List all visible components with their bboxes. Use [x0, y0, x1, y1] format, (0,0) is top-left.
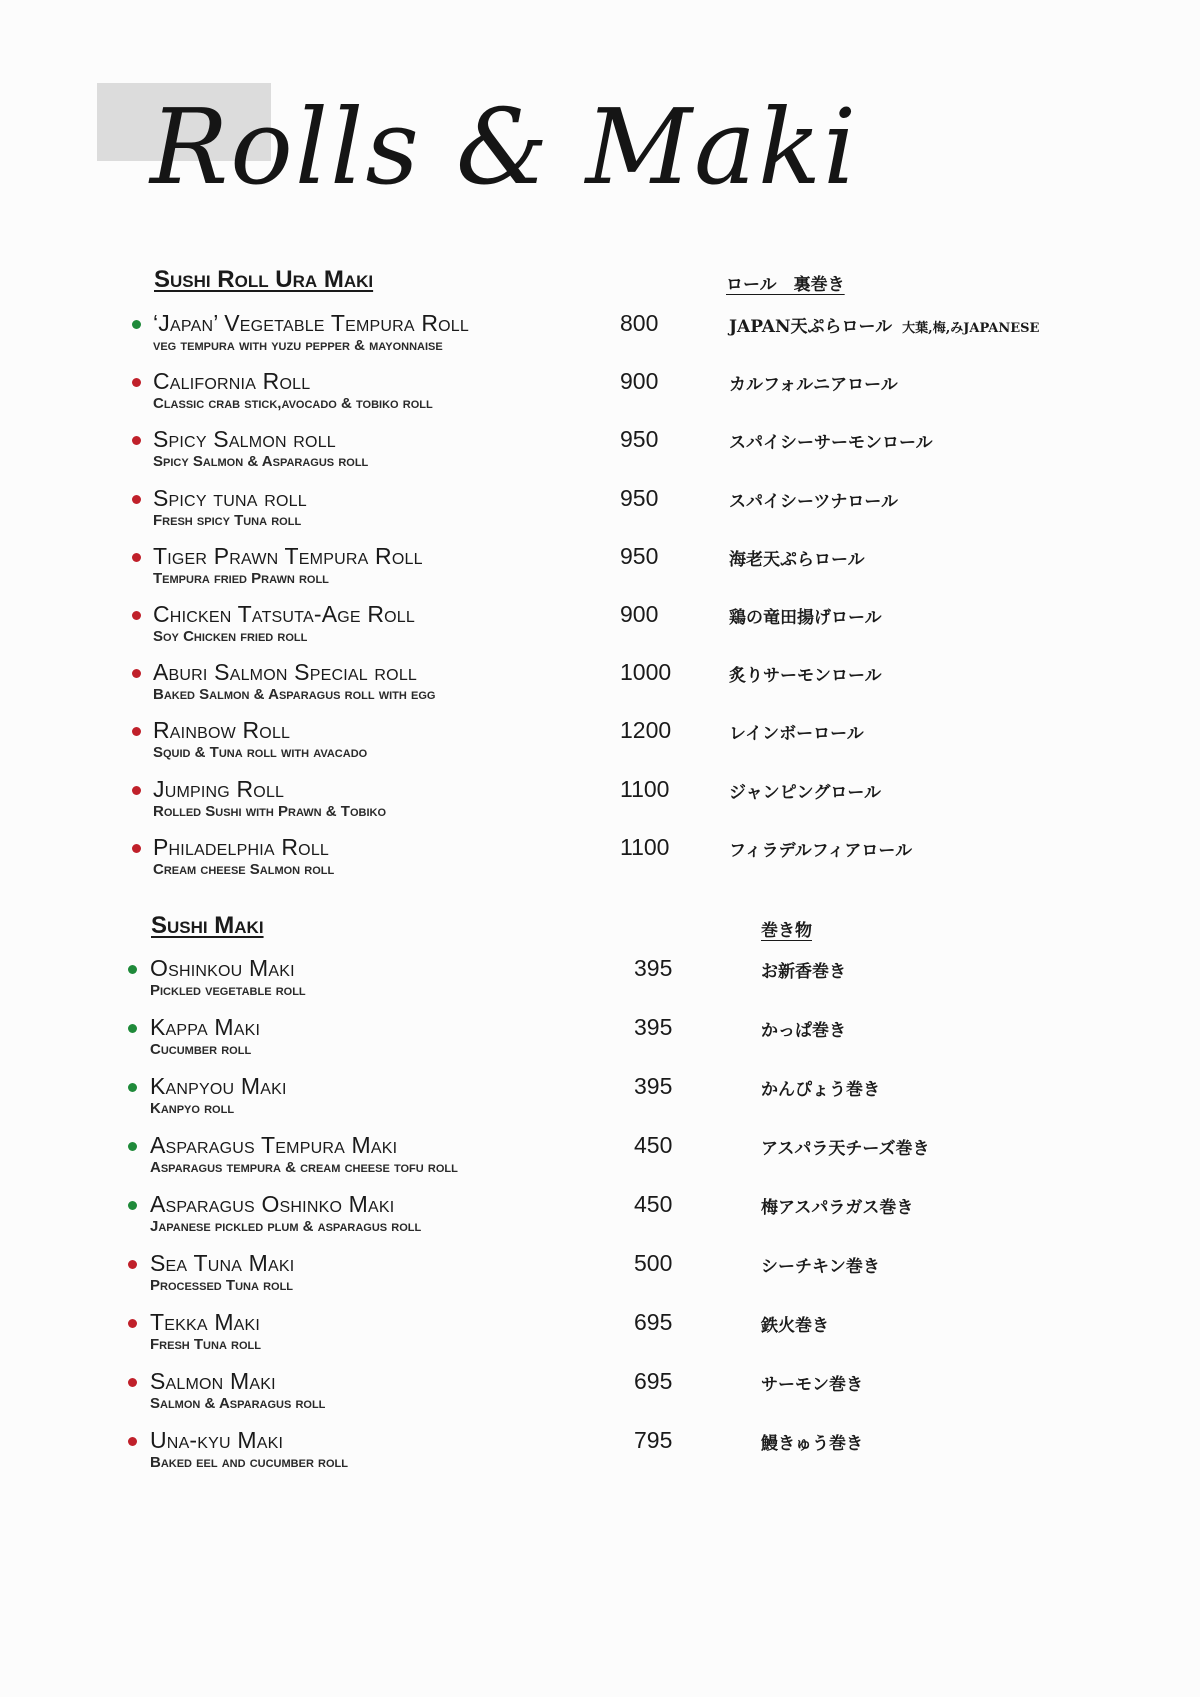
item-price: 1100 [620, 776, 670, 802]
item-description: Tempura fried Prawn roll [153, 570, 329, 587]
item-name-japanese [729, 545, 865, 570]
item-name-japanese [729, 603, 882, 628]
item-name: Oshinkou Maki [150, 955, 295, 981]
item-name: Una-kyu Maki [150, 1427, 284, 1453]
item-description: Kanpyo roll [150, 1100, 235, 1117]
item-price: 395 [634, 1014, 673, 1040]
item-price: 795 [634, 1427, 673, 1453]
item-price: 500 [634, 1250, 673, 1276]
nonveg-indicator-icon [132, 495, 141, 504]
item-name-japanese-main: かっぱ巻き [761, 1021, 846, 1041]
item-name: Spicy tuna roll [153, 485, 307, 511]
item-description: Rolled Sushi with Prawn & Tobiko [153, 803, 386, 820]
item-name: Spicy Salmon roll [153, 426, 336, 452]
item-price: 395 [634, 955, 673, 981]
item-name-japanese [761, 1370, 863, 1395]
item-name: Kappa Maki [150, 1014, 261, 1040]
item-name-japanese-main: 鶏の竜田揚げロール [729, 608, 882, 628]
menu-item [0, 601, 1200, 653]
menu-item [0, 310, 1200, 362]
nonveg-indicator-icon [132, 378, 141, 387]
item-name-japanese-main: 海老天ぷらロール [729, 550, 865, 570]
item-name: Tiger Prawn Tempura Roll [153, 543, 423, 569]
item-description: Japanese pickled plum & asparagus roll [150, 1218, 422, 1235]
item-price: 900 [620, 601, 659, 627]
menu-item [0, 1427, 1200, 1479]
section-header-sushi-maki-jp: 巻き物 [761, 921, 812, 941]
veg-indicator-icon [132, 320, 141, 329]
menu-item [0, 717, 1200, 769]
item-name-japanese [761, 1193, 913, 1218]
item-description: Cream cheese Salmon roll [153, 861, 335, 878]
item-name: Rainbow Roll [153, 717, 291, 743]
item-name: Philadelphia Roll [153, 834, 330, 860]
item-name-japanese-main: 梅アスパラガス巻き [761, 1198, 914, 1218]
veg-indicator-icon [128, 1083, 137, 1092]
menu-item [0, 368, 1200, 420]
item-name: Kanpyou Maki [150, 1073, 287, 1099]
menu-item [0, 1309, 1200, 1361]
item-name-japanese-main: お新香巻き [761, 962, 846, 982]
item-name: Sea Tuna Maki [150, 1250, 295, 1276]
item-name: Aburi Salmon Special roll [153, 659, 418, 685]
nonveg-indicator-icon [128, 1319, 137, 1328]
menu-item [0, 1073, 1200, 1125]
item-price: 395 [634, 1073, 673, 1099]
item-name: Asparagus Tempura Maki [150, 1132, 398, 1158]
item-name-japanese-main: 鉄火巻き [761, 1316, 829, 1336]
item-description: Processed Tuna roll [150, 1277, 294, 1294]
item-price: 450 [634, 1191, 673, 1217]
item-name-japanese-main: レインボーロール [729, 724, 864, 744]
page-title: Rolls & Maki [150, 86, 859, 208]
item-name: Salmon Maki [150, 1368, 276, 1394]
menu-item [0, 1014, 1200, 1066]
item-name-japanese [761, 1311, 829, 1336]
menu-item [0, 834, 1200, 886]
item-name-japanese-main: サーモン巻き [761, 1375, 863, 1395]
item-description: Classic crab stick,avocado & tobiko roll [153, 395, 433, 412]
item-name-japanese-main: フィラデルフィアロール [729, 841, 913, 861]
item-price: 1100 [620, 834, 670, 860]
item-description: Squid & Tuna roll with avacado [153, 744, 368, 761]
item-description: Asparagus tempura & cream cheese tofu roll [150, 1159, 458, 1176]
item-name-japanese [729, 661, 882, 686]
nonveg-indicator-icon [132, 553, 141, 562]
nonveg-indicator-icon [132, 844, 141, 853]
item-name-japanese-main: 鰻きゅう巻き [761, 1434, 863, 1454]
item-name-japanese [761, 1016, 846, 1041]
item-name-japanese-main: ジャンピングロール [729, 783, 881, 803]
nonveg-indicator-icon [128, 1378, 137, 1387]
item-name: ‘Japan’ Vegetable Tempura Roll [153, 310, 469, 336]
item-name-japanese-main: シーチキン巻き [761, 1257, 880, 1277]
veg-indicator-icon [128, 1201, 137, 1210]
item-name-japanese [729, 312, 1039, 337]
item-name-japanese-main: スパイシーサーモンロール [729, 433, 933, 453]
item-price: 450 [634, 1132, 673, 1158]
menu-item [0, 1250, 1200, 1302]
item-name-japanese [761, 1252, 880, 1277]
item-name-japanese-main: カルフォルニアロール [729, 375, 898, 395]
item-price: 950 [620, 485, 659, 511]
veg-indicator-icon [128, 1024, 137, 1033]
item-price: 695 [634, 1368, 673, 1394]
section-header-ura-maki-jp: ロール 裏巻き [726, 275, 845, 295]
nonveg-indicator-icon [132, 727, 141, 736]
item-description: Baked Salmon & Asparagus roll with egg [153, 686, 436, 703]
item-description: Spicy Salmon & Asparagus roll [153, 453, 369, 470]
item-price: 1200 [620, 717, 672, 743]
menu-item [0, 1368, 1200, 1420]
menu-item [0, 1132, 1200, 1184]
item-name-japanese [729, 836, 912, 861]
item-price: 900 [620, 368, 659, 394]
item-description: Pickled vegetable roll [150, 982, 306, 999]
item-name-japanese [761, 957, 846, 982]
menu-item [0, 543, 1200, 595]
item-name: Chicken Tatsuta-Age Roll [153, 601, 415, 627]
menu-item [0, 659, 1200, 711]
item-name-japanese [729, 778, 881, 803]
nonveg-indicator-icon [128, 1260, 137, 1269]
menu-item [0, 426, 1200, 478]
item-name-japanese [729, 719, 864, 744]
item-description: Baked eel and cucumber roll [150, 1454, 348, 1471]
nonveg-indicator-icon [128, 1437, 137, 1446]
menu-item [0, 776, 1200, 828]
veg-indicator-icon [128, 1142, 137, 1151]
veg-indicator-icon [128, 965, 137, 974]
item-price: 1000 [620, 659, 672, 685]
section-header-ura-maki: Sushi Roll Ura Maki [154, 266, 374, 293]
item-name-japanese [729, 487, 898, 512]
item-name: Asparagus Oshinko Maki [150, 1191, 395, 1217]
item-name-japanese [761, 1429, 863, 1454]
item-name-japanese-main: かんぴょう巻き [761, 1080, 880, 1100]
item-description: veg tempura with yuzu pepper & mayonnaise [153, 337, 443, 354]
item-description: Fresh Tuna roll [150, 1336, 261, 1353]
menu-item [0, 1191, 1200, 1243]
item-name: Tekka Maki [150, 1309, 261, 1335]
nonveg-indicator-icon [132, 786, 141, 795]
item-name-japanese-main: JAPAN天ぷらロール [729, 317, 893, 337]
item-name-japanese-main: 炙りサーモンロール [729, 666, 882, 686]
nonveg-indicator-icon [132, 436, 141, 445]
item-description: Salmon & Asparagus roll [150, 1395, 326, 1412]
item-name-japanese [761, 1134, 929, 1159]
item-name-japanese-main: スパイシーツナロール [729, 492, 898, 512]
item-description: Soy Chicken fried roll [153, 628, 308, 645]
item-price: 950 [620, 543, 659, 569]
item-name: Jumping Roll [153, 776, 285, 802]
nonveg-indicator-icon [132, 611, 141, 620]
menu-item [0, 485, 1200, 537]
item-name-japanese-main: アスパラ天チーズ巻き [761, 1139, 930, 1159]
item-price: 800 [620, 310, 659, 336]
item-name: California Roll [153, 368, 311, 394]
item-price: 950 [620, 426, 659, 452]
item-description: Fresh spicy Tuna roll [153, 512, 302, 529]
nonveg-indicator-icon [132, 669, 141, 678]
item-name-japanese [729, 370, 898, 395]
menu-item [0, 955, 1200, 1007]
item-name-japanese [761, 1075, 880, 1100]
item-name-japanese-sub: 大葉,梅,みJAPANESE [902, 321, 1040, 336]
item-description: Cucumber roll [150, 1041, 252, 1058]
item-price: 695 [634, 1309, 673, 1335]
section-header-sushi-maki: Sushi Maki [151, 912, 264, 939]
item-name-japanese [729, 428, 933, 453]
